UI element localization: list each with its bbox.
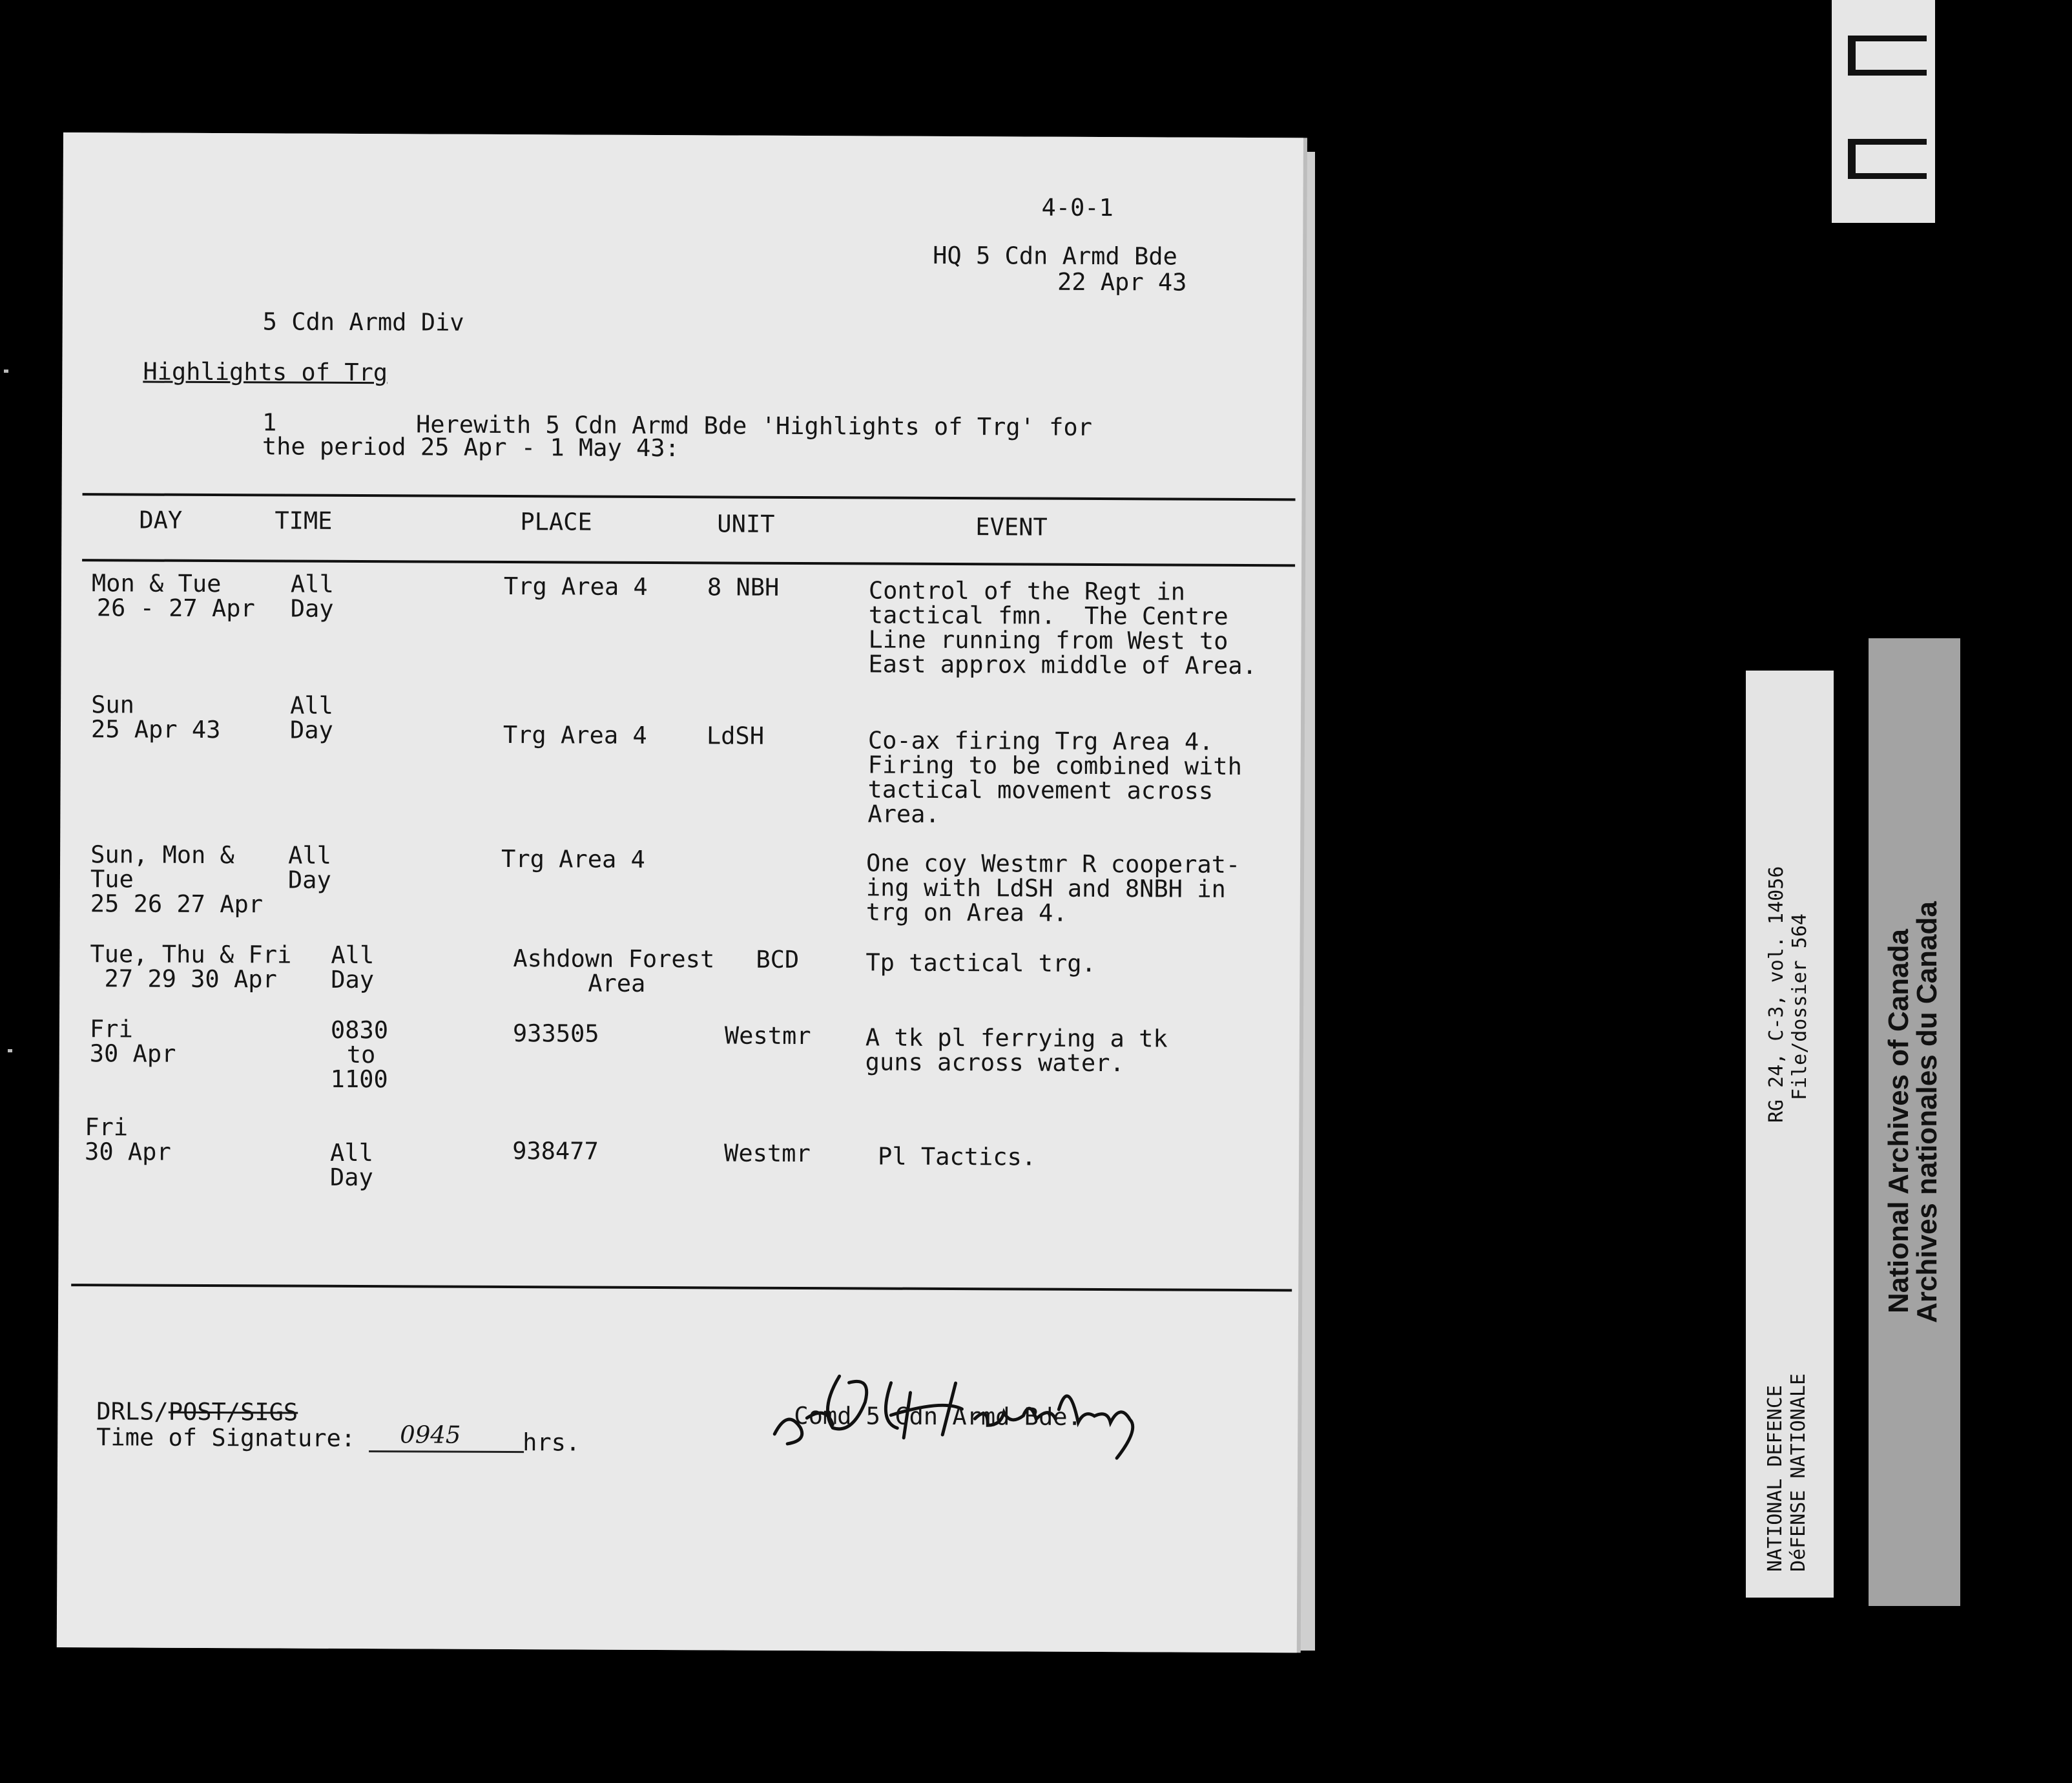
cell-place: Trg Area 4	[503, 572, 648, 601]
cell-time: All	[290, 691, 334, 720]
cell-day: 25 26 27 Apr	[90, 890, 264, 919]
cell-event: trg on Area 4.	[865, 898, 1068, 927]
cell-event: One coy Westmr R cooperat-	[865, 849, 1241, 879]
bracket-mark-icon	[1848, 139, 1927, 179]
memo-date: 22 Apr 43	[1057, 267, 1187, 297]
cell-time: 0830	[330, 1016, 389, 1045]
to-unit: 5 Cdn Armd Div	[262, 308, 464, 337]
cell-event: Pl Tactics.	[878, 1142, 1037, 1171]
cell-event: East approx middle of Area.	[868, 650, 1257, 680]
cell-event: tactical fmn. The Centre	[868, 601, 1228, 631]
cell-day: Fri	[85, 1113, 129, 1142]
cell-event: tactical movement across	[867, 775, 1214, 805]
cell-place: Trg Area 4	[502, 720, 647, 749]
cell-day: Fri	[89, 1015, 133, 1043]
cell-unit: LdSH	[706, 722, 765, 750]
document-page	[57, 132, 1303, 1653]
paragraph-line-1: Herewith 5 Cdn Armd Bde 'Highlights of Trg' for	[415, 410, 1093, 441]
cell-event: Co-ax firing Trg Area 4.	[867, 726, 1214, 756]
cell-time: All	[288, 841, 332, 870]
cell-time: All	[331, 941, 375, 970]
national-archives-strip	[1869, 638, 1960, 1606]
scan-mark	[4, 370, 8, 373]
cell-day: Tue	[90, 865, 134, 893]
cell-event: A tk pl ferrying a tk	[865, 1023, 1168, 1053]
post-sigs-struck: POST/SIGS	[168, 1397, 298, 1426]
cell-day: 25 Apr 43	[90, 715, 221, 744]
archives-name-french: Archives nationales du Canada	[1911, 901, 1943, 1323]
cell-event: Area.	[867, 800, 940, 828]
cell-time: All	[330, 1138, 374, 1167]
cell-event: Control of the Regt in	[868, 576, 1186, 606]
signature-title: Comd 5 Cdn Armd Bde.	[794, 1401, 1082, 1431]
archive-ref-line-2: File/dossier 564	[1788, 913, 1811, 1100]
film-reel-stub	[1832, 0, 1935, 223]
from-unit: HQ 5 Cdn Armd Bde	[933, 241, 1177, 271]
cell-time: 1100	[330, 1065, 388, 1094]
drls-label: DRLS/POST/SIGS	[96, 1397, 298, 1426]
cell-day: Mon & Tue	[91, 569, 222, 598]
signature-time-line	[369, 1450, 524, 1453]
subject-heading: Highlights of Trg	[143, 357, 388, 387]
cell-place: Area	[588, 969, 646, 997]
cell-day: 27 29 30 Apr	[90, 964, 277, 994]
scan-mark	[8, 1049, 12, 1052]
file-number: 4-0-1	[1041, 193, 1114, 222]
table-bottom-rule	[71, 1284, 1292, 1291]
cell-unit: BCD	[756, 945, 800, 974]
time-of-signature-value: 0945	[400, 1421, 461, 1449]
col-header-time: TIME	[275, 506, 333, 535]
archives-name-english: National Archives of Canada	[1883, 929, 1914, 1313]
cell-place: Trg Area 4	[501, 844, 645, 873]
cell-day: 26 - 27 Apr	[96, 594, 255, 623]
cell-event: ing with LdSH and 8NBH in	[865, 873, 1226, 903]
cell-unit: Westmr	[724, 1021, 811, 1050]
col-header-unit: UNIT	[717, 510, 775, 538]
col-header-place: PLACE	[520, 508, 592, 536]
cell-event: guns across water.	[865, 1048, 1124, 1078]
cell-event: Tp tactical trg.	[865, 948, 1096, 977]
cell-day: 30 Apr	[85, 1138, 171, 1166]
cell-time: Day	[331, 965, 375, 994]
table-header-rule	[82, 559, 1295, 567]
cell-unit: Westmr	[724, 1139, 811, 1168]
cell-day: 30 Apr	[89, 1039, 176, 1068]
cell-time: Day	[290, 594, 334, 623]
cell-event: Firing to be combined with	[867, 751, 1243, 780]
paragraph-number: 1	[262, 408, 277, 437]
table-top-rule	[83, 493, 1296, 501]
cell-unit: 8 NBH	[707, 573, 780, 601]
bracket-mark-icon	[1848, 36, 1927, 76]
paragraph-line-2: the period 25 Apr - 1 May 43:	[262, 432, 679, 463]
cell-day: Sun, Mon &	[90, 840, 234, 870]
cell-time: All	[290, 570, 334, 598]
department-line-2: DéFENSE NATIONALE	[1787, 1373, 1810, 1572]
cell-time: Day	[287, 866, 331, 894]
col-header-day: DAY	[139, 506, 183, 534]
cell-time: to	[346, 1040, 376, 1069]
department-line-1: NATIONAL DEFENCE	[1764, 1385, 1787, 1572]
archive-ref-line-1: RG 24, C-3, vol. 14056	[1765, 866, 1788, 1123]
cell-day: Tue, Thu & Fri	[90, 940, 292, 969]
cell-place: Ashdown Forest	[513, 944, 715, 974]
hrs-label: hrs.	[523, 1428, 581, 1457]
col-header-event: EVENT	[975, 513, 1048, 541]
cell-place: 938477	[512, 1137, 599, 1165]
cell-time: Day	[289, 716, 333, 744]
cell-time: Day	[329, 1163, 373, 1192]
archive-reference-strip	[1746, 671, 1834, 1598]
cell-place: 933505	[512, 1019, 599, 1048]
cell-event: Line running from West to	[868, 625, 1228, 655]
time-of-signature-label: Time of Signature:	[96, 1423, 356, 1452]
cell-day: Sun	[91, 691, 135, 719]
